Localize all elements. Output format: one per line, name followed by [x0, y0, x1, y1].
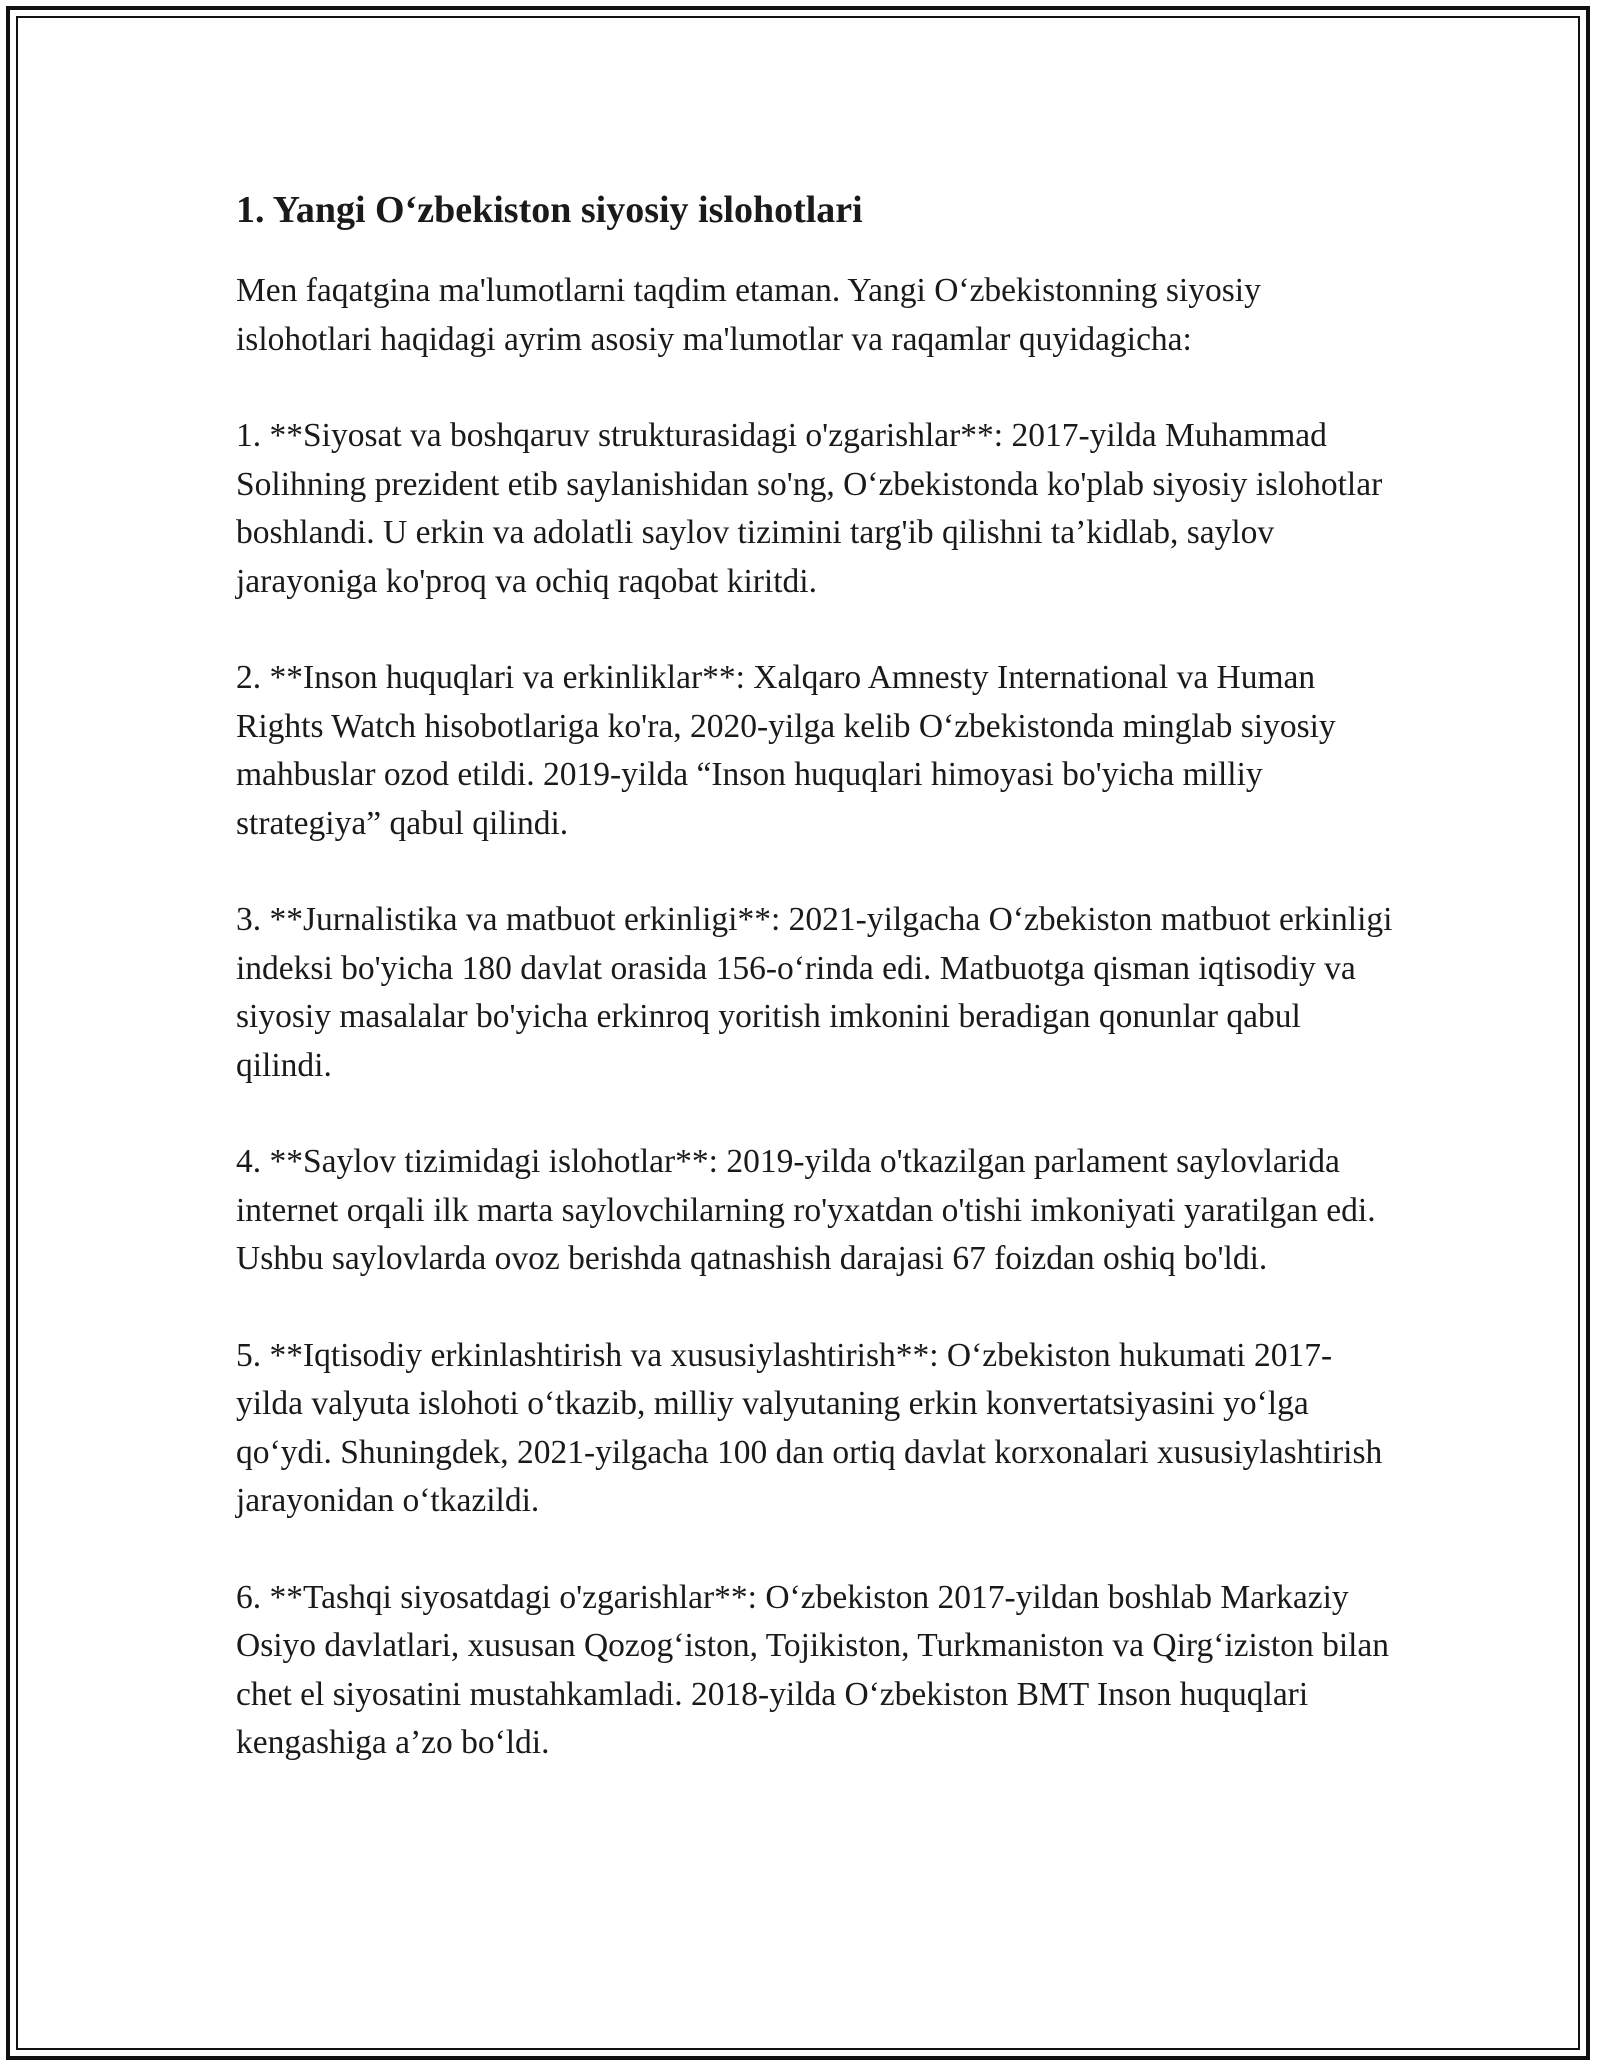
list-item: 6. **Tashqi siyosatdagi o'zgarishlar**: O‘zbekiston 2017-yildan boshlab Markaziy Osiyo davlatlari, xususan Qozog‘iston, Tojikiston, Turkmaniston va Qirg‘iziston bilan chet el siyosatini mustahkamladi. 2018-yilda O‘zbekiston BMT Inson huquqlari kengashiga a’zo bo‘ldi. [236, 1578, 1390, 1762]
list-item: 4. **Saylov tizimidagi islohotlar**: 2019-yilda o'tkazilgan parlament saylovlarida internet orqali ilk marta saylovchilarning ro'yxatdan o'tishi imkoniyati yaratilgan edi. Ushbu saylovlarda ovoz berishda qatnashish darajasi 67 foizdan oshiq bo'ldi. [236, 1143, 1376, 1278]
list-item: 2. **Inson huquqlari va erkinliklar**: Xalqaro Amnesty International va Human Rights Watch hisobotlariga ko'ra, 2020-yilga kelib O‘zbekistonda minglab siyosiy mahbuslar ozod etildi. 2019-yilda “Inson huquqlari himoyasi bo'yicha milliy strategiya” qabul qilindi. [236, 659, 1336, 842]
document-body [236, 186, 1396, 1816]
list-item: 3. **Jurnalistika va matbuot erkinligi**: 2021-yilgacha O‘zbekiston matbuot erkinligi indeksi bo'yicha 180 davlat orasida 156-o‘rinda edi. Matbuotga qisman iqtisodiy va siyosiy masalalar bo'yicha erkinroq yoritish imkonini beradigan qonunlar qabul qilindi. [236, 901, 1393, 1084]
list-item: 1. **Siyosat va boshqaruv strukturasidagi o'zgarishlar**: 2017-yilda Muhammad Solihning prezident etib saylanishidan so'ng, O‘zbekistonda ko'plab siyosiy islohotlar boshlandi. U erkin va adolatli saylov tizimini targ'ib qilishni ta’kidlab, saylov jarayoniga ko'proq va ochiq raqobat kiritdi. [236, 417, 1383, 600]
document-heading: 1. Yangi O‘zbekiston siyosiy islohotlari [236, 189, 863, 231]
intro-paragraph: Men faqatgina ma'lumotlarni taqdim etaman. Yangi O‘zbekistonning siyosiy islohotlari haqidagi ayrim asosiy ma'lumotlar va raqamlar quyidagicha: [236, 272, 1261, 358]
list-item: 5. **Iqtisodiy erkinlashtirish va xususiylashtirish**: O‘zbekiston hukumati 2017-yilda valyuta islohoti o‘tkazib, milliy valyutaning erkin konvertatsiyasini yo‘lga qo‘ydi. Shuningdek, 2021-yilgacha 100 dan ortiq davlat korxonalari xususiylashtirish jarayonidan o‘tkazildi. [236, 1336, 1383, 1520]
